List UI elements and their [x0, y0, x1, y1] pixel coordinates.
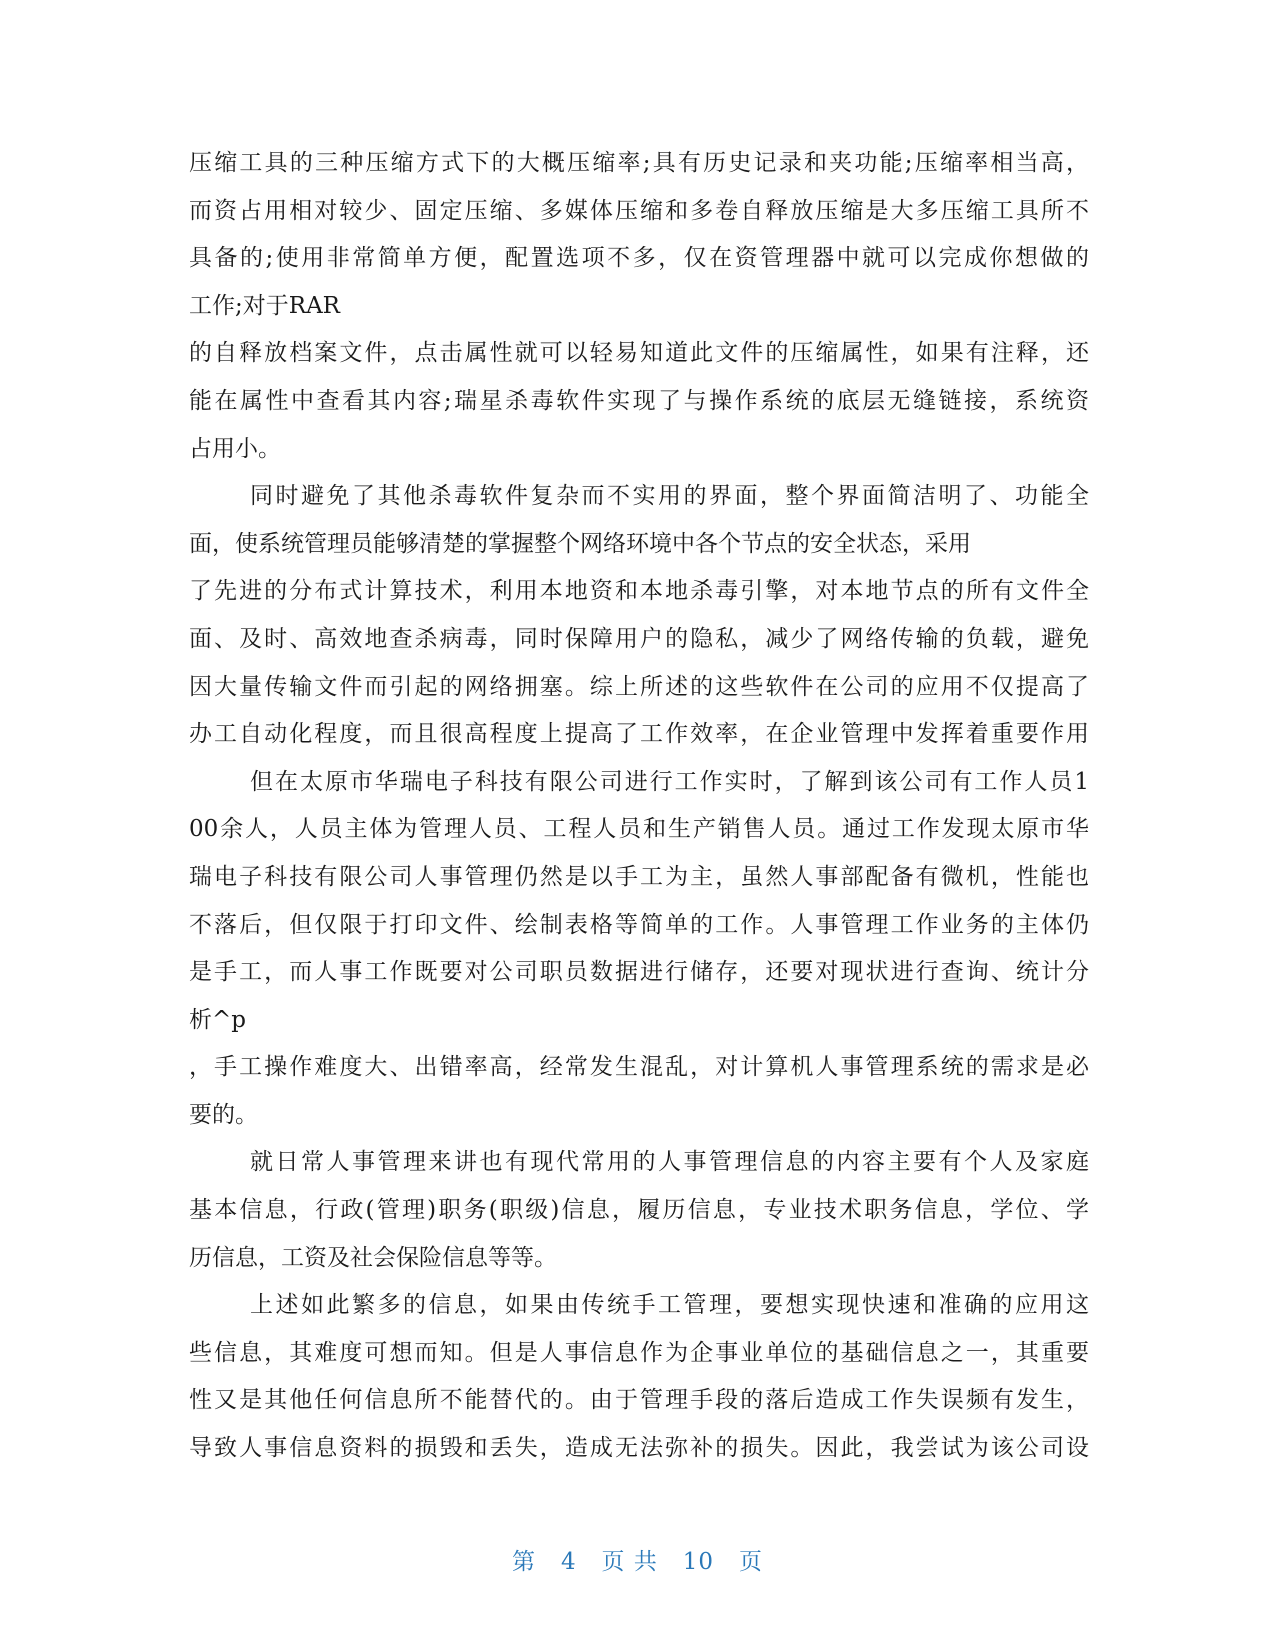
paragraph-start: 就日常人事管理来讲也有现代常用的人事管理信息的内容主要有个人及家庭	[250, 1149, 1089, 1176]
text-line: 占用小。	[189, 435, 281, 462]
text-line: 基本信息，行政(管理)职务(职级)信息，履历信息，专业技术职务信息，学位、学	[189, 1197, 1089, 1224]
text-line: 00余人，人员主体为管理人员、工程人员和生产销售人员。通过工作发现太原市华	[189, 816, 1089, 843]
text-line: 面，使系统管理员能够清楚的掌握整个网络环境中各个节点的安全状态，采用	[189, 530, 971, 557]
page-number-footer	[0, 1543, 1275, 1576]
body-text	[189, 140, 1089, 1473]
text-line: 具备的;使用非常简单方便，配置选项不多，仅在资管理器中就可以完成你想做的	[189, 245, 1089, 272]
text-line: 导致人事信息资料的损毁和丢失，造成无法弥补的损失。因此，我尝试为该公司设	[189, 1435, 1089, 1462]
footer-prefix: 第	[512, 1549, 536, 1575]
text-line: 工作;对于RAR	[189, 292, 340, 319]
text-line: 能在属性中查看其内容;瑞星杀毒软件实现了与操作系统的底层无缝链接，系统资	[189, 387, 1089, 414]
text-line: 瑞电子科技有限公司人事管理仍然是以手工为主，虽然人事部配备有微机，性能也	[189, 863, 1089, 890]
text-line: 性又是其他任何信息所不能替代的。由于管理手段的落后造成工作失误频有发生，	[189, 1387, 1089, 1414]
paragraph-start: 但在太原市华瑞电子科技有限公司进行工作实时，了解到该公司有工作人员1	[250, 768, 1089, 795]
text-line: ，手工操作难度大、出错率高，经常发生混乱，对计算机人事管理系统的需求是必	[189, 1054, 1089, 1081]
text-line: 历信息，工资及社会保险信息等等。	[189, 1244, 557, 1271]
paragraph-start: 同时避免了其他杀毒软件复杂而不实用的界面，整个界面简洁明了、功能全	[250, 483, 1089, 510]
text-line: 的自释放档案文件，点击属性就可以轻易知道此文件的压缩属性，如果有注释，还	[189, 340, 1089, 367]
text-line: 办工自动化程度，而且很高程度上提高了工作效率，在企业管理中发挥着重要作用	[189, 721, 1089, 748]
text-line: 面、及时、高效地查杀病毒，同时保障用户的隐私，减少了网络传输的负载，避免	[189, 625, 1089, 652]
text-line: 些信息，其难度可想而知。但是人事信息作为企事业单位的基础信息之一，其重要	[189, 1339, 1089, 1366]
text-line: 压缩工具的三种压缩方式下的大概压缩率;具有历史记录和夹功能;压缩率相当高，	[189, 150, 1089, 176]
text-line: 因大量传输文件而引起的网络拥塞。综上所述的这些软件在公司的应用不仅提高了	[189, 673, 1089, 700]
text-line: 是手工，而人事工作既要对公司职员数据进行储存，还要对现状进行查询、统计分	[189, 959, 1089, 986]
footer-suffix: 页	[738, 1549, 763, 1575]
paragraph-start: 上述如此繁多的信息，如果由传统手工管理，要想实现快速和准确的应用这	[250, 1292, 1089, 1319]
text-line: 不落后，但仅限于打印文件、绘制表格等简单的工作。人事管理工作业务的主体仍	[189, 911, 1089, 938]
text-line: 而资占用相对较少、固定压缩、多媒体压缩和多卷自释放压缩是大多压缩工具所不	[189, 197, 1089, 224]
text-line: 了先进的分布式计算技术，利用本地资和本地杀毒引擎，对本地节点的所有文件全	[189, 578, 1089, 605]
current-page-number: 4	[560, 1549, 577, 1575]
total-page-count: 10	[682, 1549, 715, 1575]
footer-middle: 页 共	[601, 1549, 658, 1575]
text-line: 析^p	[189, 1006, 246, 1033]
text-line: 要的。	[189, 1101, 258, 1128]
